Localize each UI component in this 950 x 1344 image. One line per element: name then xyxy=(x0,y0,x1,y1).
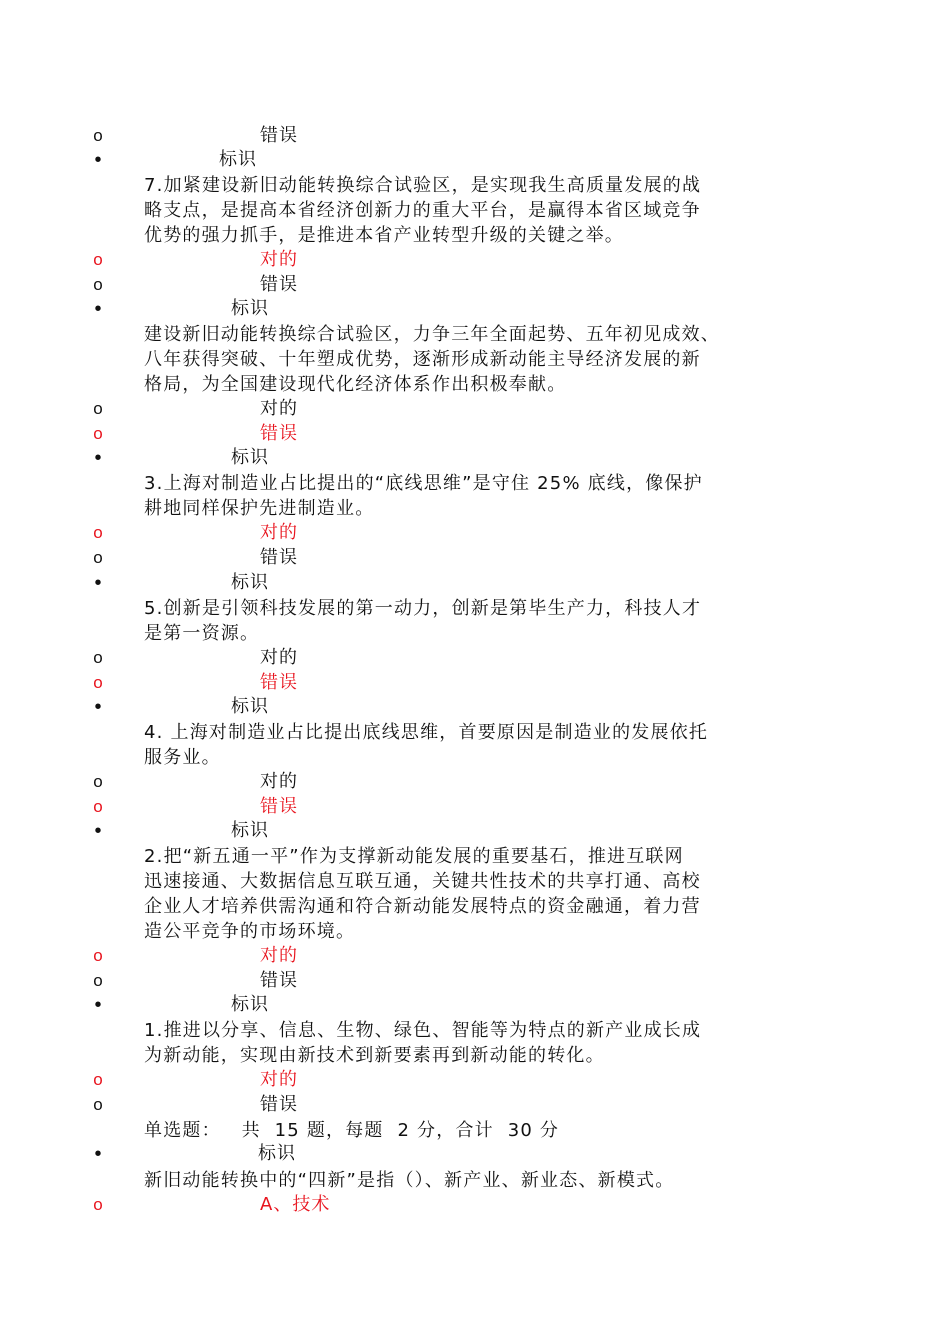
option-row[interactable] xyxy=(0,397,950,421)
option-row-correct[interactable] xyxy=(0,1193,950,1217)
question-label: 标识 xyxy=(231,820,269,841)
question-text: 略支点，是提高本省经济创新力的重大平台，是赢得本省区域竞争 xyxy=(144,200,701,221)
question-label-row xyxy=(0,819,950,843)
question-text: 企业人才培养供需沟通和符合新动能发展特点的资金融通，着力营 xyxy=(144,896,701,917)
question-label: 标识 xyxy=(231,447,269,468)
option-label: 错误 xyxy=(260,1094,298,1115)
question-text: 耕地同样保护先进制造业。 xyxy=(144,498,375,519)
option-marker: o xyxy=(93,548,103,567)
question-text: 7.加紧建设新旧动能转换综合试验区，是实现我生高质量发展的战 xyxy=(144,175,702,196)
question-label: 标识 xyxy=(219,149,257,170)
question-text: 1.推进以分享、信息、生物、绿色、智能等为特点的新产业成长成 xyxy=(144,1020,702,1041)
option-label: 错误 xyxy=(260,672,298,693)
question-text: 迅速接通、大数据信息互联互通，关键共性技术的共享打通、高校 xyxy=(144,871,701,892)
question-text: 3.上海对制造业占比提出的“底线思维”是守住 25% 底线，像保护 xyxy=(144,473,703,494)
option-row-correct[interactable] xyxy=(0,795,950,819)
question-text: 八年获得突破、十年塑成优势，逐渐形成新动能主导经济发展的新 xyxy=(144,349,701,370)
question-label: 标识 xyxy=(231,572,269,593)
option-label: 错误 xyxy=(260,274,298,295)
question-label: 标识 xyxy=(231,298,269,319)
option-row-correct[interactable] xyxy=(0,521,950,545)
option-label: 对的 xyxy=(260,1069,298,1090)
option-label: 对的 xyxy=(260,647,298,668)
question-text: 建设新旧动能转换综合试验区，力争三年全面起势、五年初见成效、 xyxy=(144,324,720,345)
question-label-row xyxy=(0,1142,950,1166)
bullet-marker: • xyxy=(94,820,102,842)
question-label-row xyxy=(0,446,950,470)
question-text: 2.把“新五通一平”作为支撑新动能发展的重要基石，推进互联网 xyxy=(144,846,684,867)
bullet-marker: • xyxy=(94,572,102,594)
option-marker: o xyxy=(93,946,103,965)
question-label-row xyxy=(0,571,950,595)
option-marker: o xyxy=(93,673,103,692)
option-marker: o xyxy=(93,1095,103,1114)
question-text: 是第一资源。 xyxy=(144,623,260,644)
option-row[interactable] xyxy=(0,646,950,670)
question-text: 新旧动能转换中的“四新”是指（）、新产业、新业态、新模式。 xyxy=(144,1170,675,1191)
option-row-correct[interactable] xyxy=(0,1068,950,1092)
option-marker: o xyxy=(93,1195,103,1214)
option-label: 对的 xyxy=(260,771,298,792)
question-label: 标识 xyxy=(258,1143,296,1164)
option-marker: o xyxy=(93,797,103,816)
option-row[interactable] xyxy=(0,1093,950,1117)
bullet-marker: • xyxy=(94,1143,102,1165)
option-label: 对的 xyxy=(260,249,298,270)
question-label-row xyxy=(0,993,950,1017)
bullet-marker: • xyxy=(94,994,102,1016)
option-label: 对的 xyxy=(260,945,298,966)
bullet-marker: • xyxy=(94,149,102,171)
bullet-marker: • xyxy=(94,696,102,718)
option-label: 错误 xyxy=(260,423,298,444)
option-label: 对的 xyxy=(260,398,298,419)
option-row-correct[interactable] xyxy=(0,248,950,272)
option-row[interactable] xyxy=(0,969,950,993)
option-label: 对的 xyxy=(260,522,298,543)
question-label-row xyxy=(0,148,950,172)
option-marker: o xyxy=(93,971,103,990)
question-label: 标识 xyxy=(231,994,269,1015)
question-text: 优势的强力抓手，是推进本省产业转型升级的关键之举。 xyxy=(144,225,624,246)
option-marker: o xyxy=(93,1070,103,1089)
option-marker: o xyxy=(93,523,103,542)
option-label: 错误 xyxy=(260,796,298,817)
question-label: 标识 xyxy=(231,696,269,717)
question-text: 服务业。 xyxy=(144,747,221,768)
question-label-row xyxy=(0,297,950,321)
option-row-correct[interactable] xyxy=(0,671,950,695)
bullet-marker: • xyxy=(94,447,102,469)
option-marker: o xyxy=(93,772,103,791)
question-text: 格局，为全国建设现代化经济体系作出积极奉献。 xyxy=(144,374,567,395)
option-label: A、技术 xyxy=(260,1194,331,1215)
question-text: 5.创新是引领科技发展的第一动力，创新是第毕生产力，科技人才 xyxy=(144,598,702,619)
question-text: 为新动能，实现由新技术到新要素再到新动能的转化。 xyxy=(144,1045,605,1066)
option-row-correct[interactable] xyxy=(0,422,950,446)
question-text: 4. 上海对制造业占比提出底线思维，首要原因是制造业的发展依托 xyxy=(144,722,709,743)
option-row[interactable] xyxy=(0,770,950,794)
option-marker: o xyxy=(93,250,103,269)
option-marker: o xyxy=(93,399,103,418)
option-label: 错误 xyxy=(260,125,298,146)
question-text: 造公平竞争的市场环境。 xyxy=(144,921,356,942)
option-marker: o xyxy=(93,126,103,145)
option-label: 错误 xyxy=(260,547,298,568)
section-header: 单选题： 共 15 题，每题 2 分，合计 30 分 xyxy=(144,1120,560,1141)
option-label: 错误 xyxy=(260,970,298,991)
option-row[interactable] xyxy=(0,273,950,297)
option-row-correct[interactable] xyxy=(0,944,950,968)
option-row[interactable] xyxy=(0,546,950,570)
option-row[interactable] xyxy=(0,124,950,148)
option-marker: o xyxy=(93,648,103,667)
question-label-row xyxy=(0,695,950,719)
option-marker: o xyxy=(93,424,103,443)
bullet-marker: • xyxy=(94,298,102,320)
option-marker: o xyxy=(93,275,103,294)
